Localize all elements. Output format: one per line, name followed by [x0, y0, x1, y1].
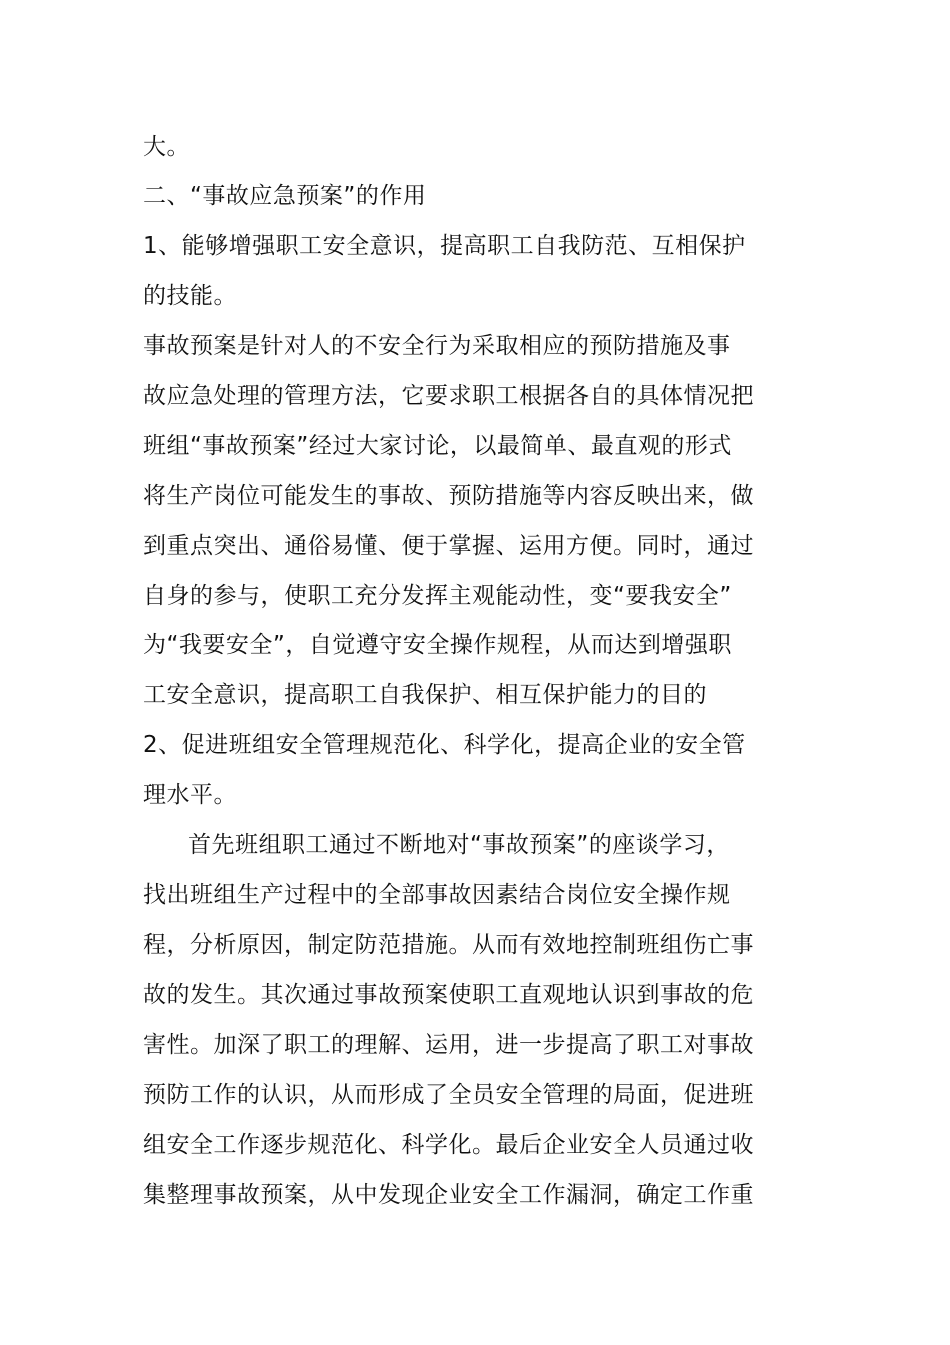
text-line-17: 程，分析原因，制定防范措施。从而有效地控制班组伤亡事: [143, 932, 754, 958]
text-line-21: 组安全工作逐步规范化、科学化。最后企业安全人员通过收: [143, 1132, 754, 1158]
text-line-16: 找出班组生产过程中的全部事故因素结合岗位安全操作规: [143, 882, 731, 908]
text-line-14: 理水平。: [143, 782, 237, 808]
text-line-18: 故的发生。其次通过事故预案使职工直观地认识到事故的危: [143, 982, 754, 1008]
subheading-2: 2、促进班组安全管理规范化、科学化，提高企业的安全管: [143, 732, 746, 758]
text-line-4: 的技能。: [143, 283, 237, 309]
text-line-22: 集整理事故预案，从中发现企业安全工作漏洞，确定工作重: [143, 1182, 754, 1208]
text-line-5: 事故预案是针对人的不安全行为采取相应的预防措施及事: [143, 333, 731, 359]
text-line-20: 预防工作的认识，从而形成了全员安全管理的局面，促进班: [143, 1082, 754, 1108]
paragraph-start: 首先班组职工通过不断地对“事故预案”的座谈学习，: [188, 832, 730, 858]
text-line-11: 为“我要安全”，自觉遵守安全操作规程，从而达到增强职: [143, 632, 732, 658]
text-line-6: 故应急处理的管理方法，它要求职工根据各自的具体情况把: [143, 383, 754, 409]
text-line-9: 到重点突出、通俗易懂、便于掌握、运用方便。同时，通过: [143, 533, 754, 559]
text-line-10: 自身的参与，使职工充分发挥主观能动性，变“要我安全”: [143, 583, 732, 609]
text-line-8: 将生产岗位可能发生的事故、预防措施等内容反映出来，做: [143, 483, 754, 509]
subheading-1: 1、能够增强职工安全意识，提高职工自我防范、互相保护: [143, 233, 746, 259]
text-line-7: 班组“事故预案”经过大家讨论，以最简单、最直观的形式: [143, 433, 732, 459]
text-line-19: 害性。加深了职工的理解、运用，进一步提高了职工对事故: [143, 1032, 754, 1058]
text-line-1: 大。: [143, 134, 190, 160]
text-line-12: 工安全意识，提高职工自我保护、相互保护能力的目的: [143, 682, 707, 708]
section-heading-2: 二、“事故应急预案”的作用: [143, 183, 427, 209]
